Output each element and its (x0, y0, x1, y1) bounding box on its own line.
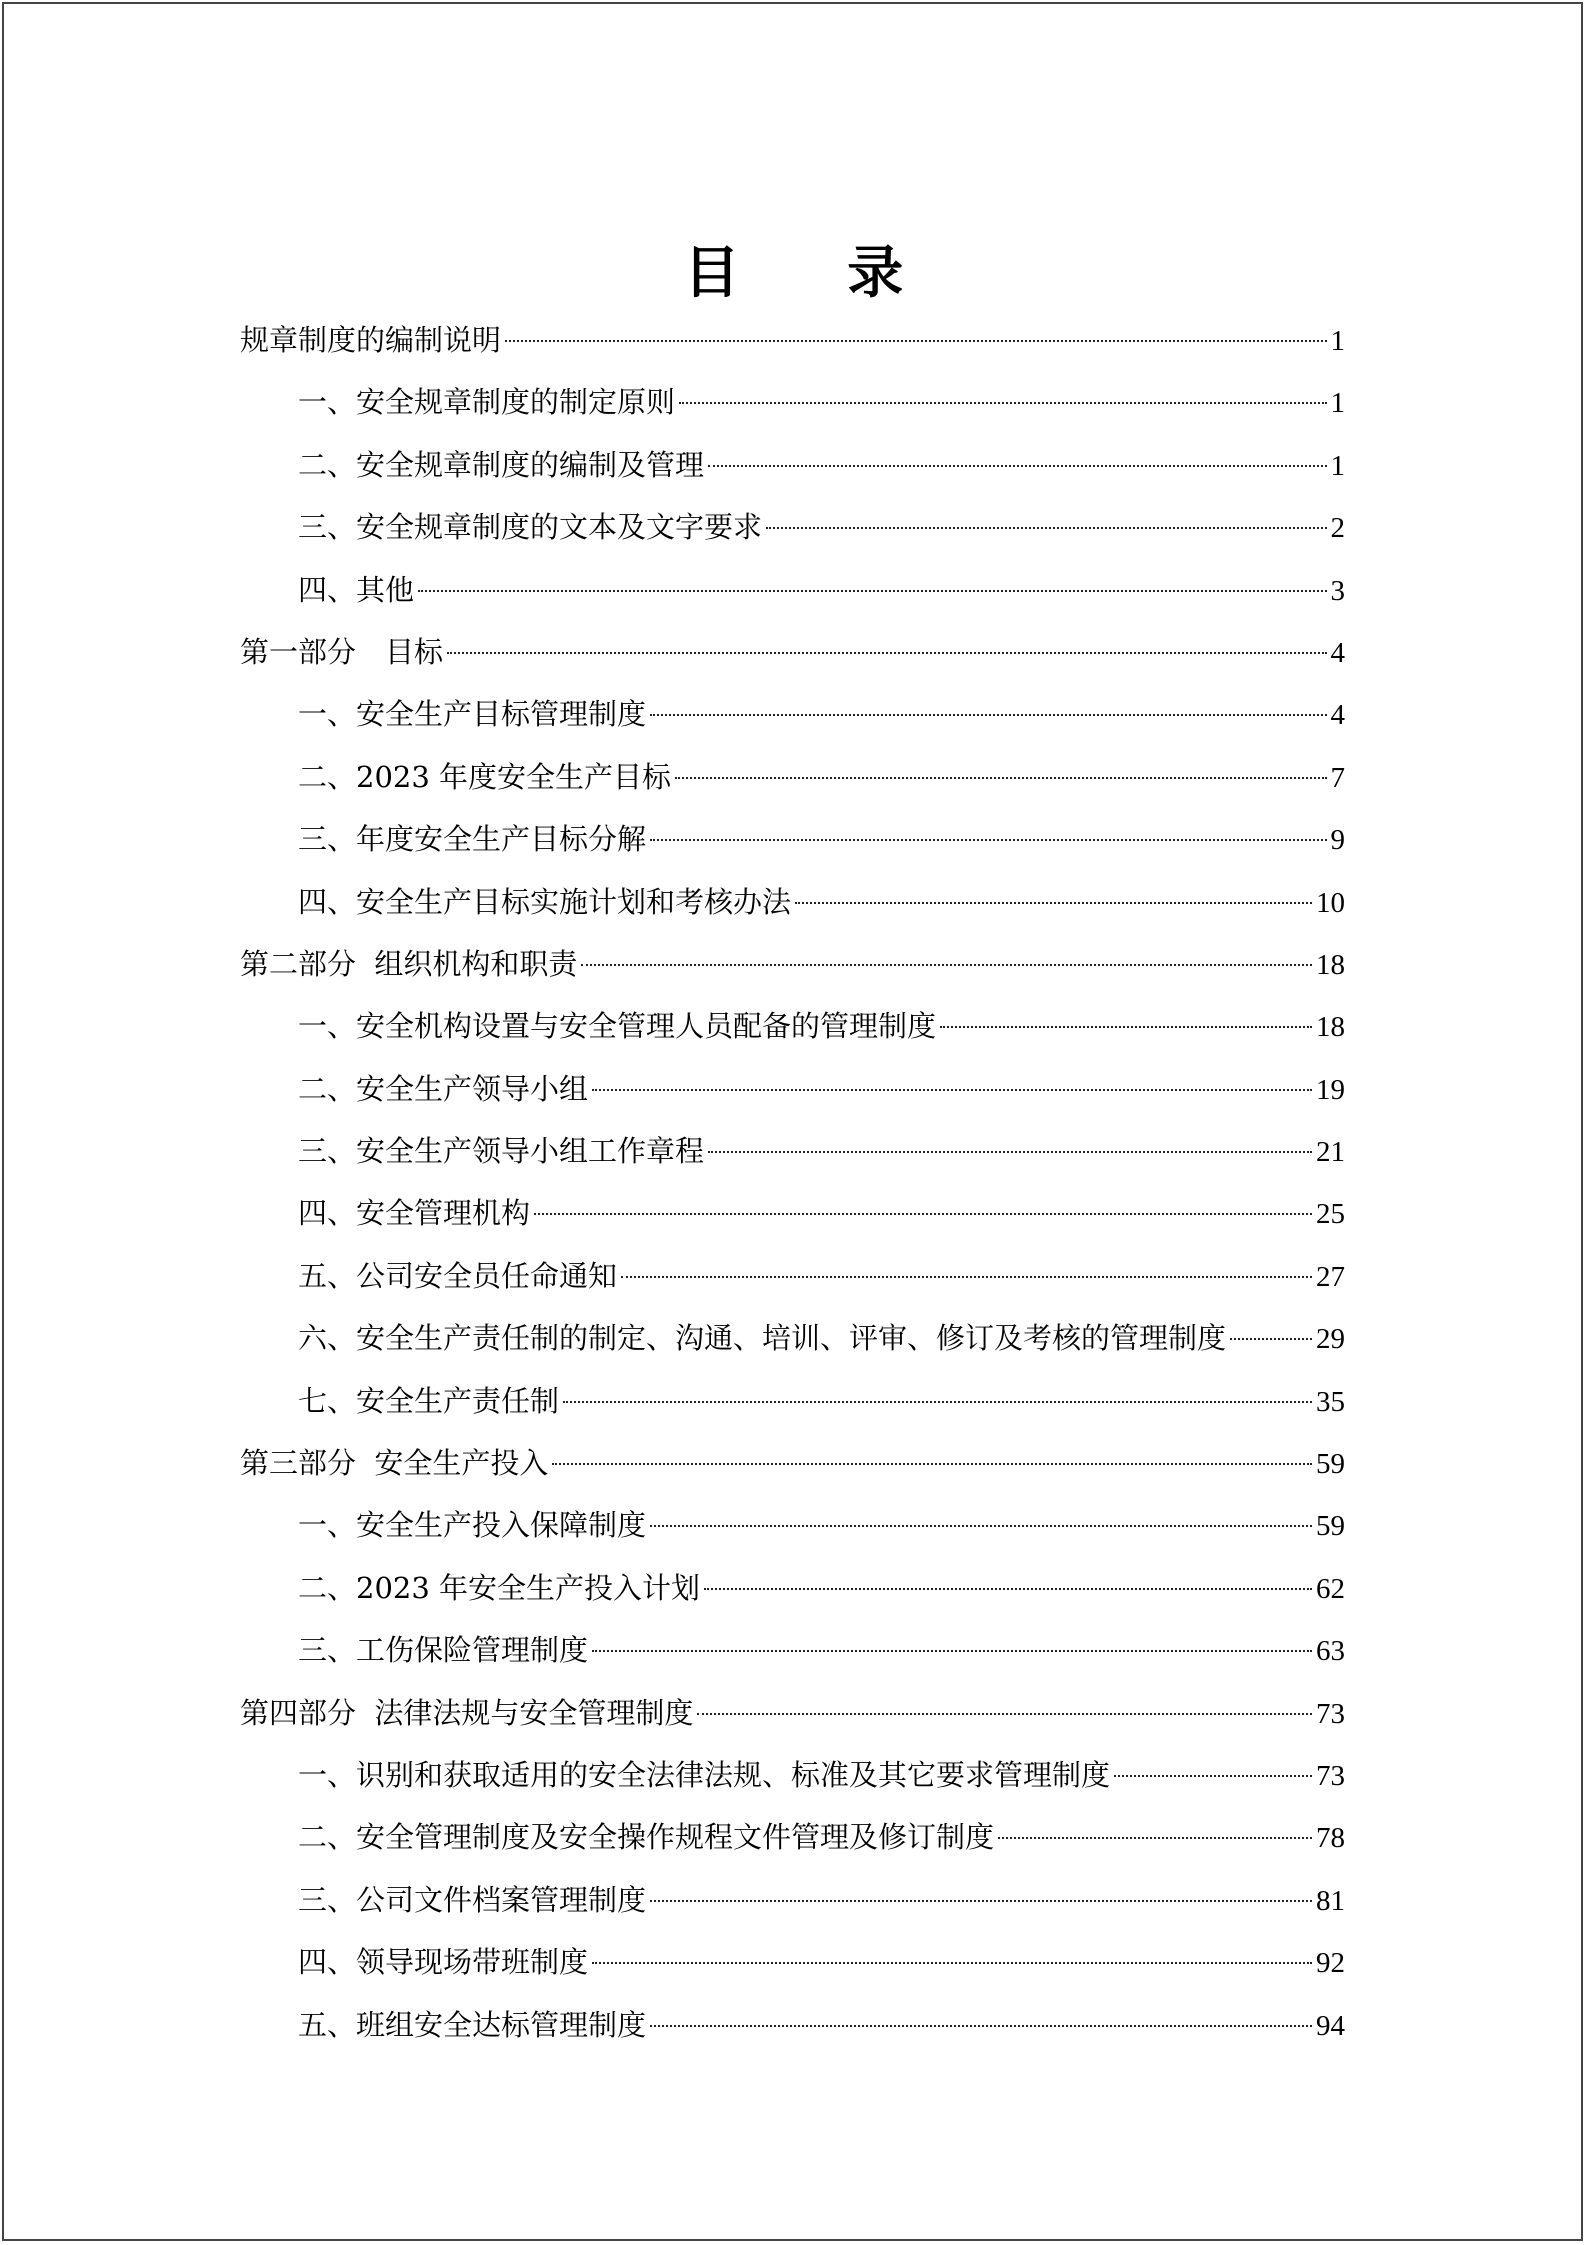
toc-dot-leader (940, 1026, 1312, 1028)
toc-dot-leader (650, 1525, 1312, 1527)
toc-page-number: 94 (1316, 2009, 1345, 2042)
toc-dot-leader (650, 839, 1326, 841)
toc-entry-title: 四、安全生产目标实施计划和考核办法 (298, 884, 792, 919)
toc-subsection-entry[interactable] (240, 871, 1345, 933)
toc-dot-leader (998, 1837, 1312, 1839)
toc-subsection-entry[interactable] (240, 1120, 1345, 1182)
toc-subsection-entry[interactable] (240, 1619, 1345, 1681)
toc-subsection-entry[interactable] (240, 1494, 1345, 1556)
toc-entry-title: 第三部分 安全生产投入 (240, 1446, 549, 1481)
toc-subsection-entry[interactable] (240, 1931, 1345, 1993)
toc-page-number: 21 (1316, 1136, 1345, 1169)
toc-dot-leader (563, 1401, 1312, 1403)
toc-entry-title: 三、公司文件档案管理制度 (298, 1882, 647, 1917)
toc-page-number: 29 (1316, 1323, 1345, 1356)
toc-page-number: 78 (1316, 1822, 1345, 1855)
toc-subsection-entry[interactable] (240, 1058, 1345, 1120)
toc-dot-leader (679, 402, 1326, 404)
toc-subsection-entry[interactable] (240, 808, 1345, 870)
toc-page-number: 18 (1316, 1011, 1345, 1044)
toc-entry-title: 三、安全生产领导小组工作章程 (298, 1134, 705, 1169)
toc-section-entry[interactable] (240, 933, 1345, 995)
toc-entry-title: 二、2023 年度安全生产目标 (298, 759, 672, 794)
toc-subsection-entry[interactable] (240, 1182, 1345, 1244)
toc-entry-title: 二、2023 年安全生产投入计划 (298, 1570, 701, 1605)
toc-page-number: 10 (1316, 886, 1345, 919)
toc-page-number: 27 (1316, 1260, 1345, 1293)
toc-dot-leader (534, 1213, 1312, 1215)
toc-page-number: 19 (1316, 1073, 1345, 1106)
toc-entry-title: 七、安全生产责任制 (298, 1383, 560, 1418)
toc-entry-title: 三、安全规章制度的文本及文字要求 (298, 510, 763, 545)
toc-entry-title: 第二部分 组织机构和职责 (240, 946, 578, 981)
toc-page-number: 4 (1330, 636, 1345, 669)
toc-page-number: 35 (1316, 1385, 1345, 1418)
toc-dot-leader (697, 1713, 1312, 1715)
toc-list (240, 309, 1345, 2056)
toc-subsection-entry[interactable] (240, 683, 1345, 745)
toc-dot-leader (418, 590, 1326, 592)
toc-subsection-entry[interactable] (240, 1370, 1345, 1432)
toc-entry-title: 二、安全管理制度及安全操作规程文件管理及修订制度 (298, 1820, 995, 1855)
toc-subsection-entry[interactable] (240, 496, 1345, 558)
toc-page-number: 73 (1316, 1759, 1345, 1792)
toc-dot-leader (1114, 1775, 1312, 1777)
toc-entry-title: 二、安全规章制度的编制及管理 (298, 447, 705, 482)
toc-page-number: 62 (1316, 1572, 1345, 1605)
toc-subsection-entry[interactable] (240, 1994, 1345, 2056)
toc-entry-title: 规章制度的编制说明 (240, 323, 502, 357)
toc-dot-leader (708, 465, 1326, 467)
toc-entry-title: 三、年度安全生产目标分解 (298, 822, 647, 857)
toc-entry-title: 二、安全生产领导小组 (298, 1071, 589, 1106)
toc-dot-leader (650, 2025, 1312, 2027)
toc-page-number: 1 (1330, 325, 1345, 357)
toc-title: 目 录 (683, 239, 948, 306)
toc-dot-leader (650, 1900, 1312, 1902)
toc-section-entry[interactable] (240, 1682, 1345, 1744)
toc-dot-leader (1230, 1338, 1312, 1340)
toc-entry-title: 三、工伤保险管理制度 (298, 1633, 589, 1668)
toc-dot-leader (704, 1588, 1312, 1590)
toc-entry-title: 第一部分 目标 (240, 634, 444, 669)
toc-page-number: 3 (1330, 574, 1345, 607)
toc-entry-title: 四、领导现场带班制度 (298, 1945, 589, 1980)
toc-subsection-entry[interactable] (240, 1806, 1345, 1868)
toc-page-number: 59 (1316, 1448, 1345, 1481)
toc-entry-title: 一、安全机构设置与安全管理人员配备的管理制度 (298, 1009, 937, 1044)
toc-entry-title: 五、公司安全员任命通知 (298, 1258, 618, 1293)
toc-dot-leader (447, 652, 1326, 654)
toc-entry-title: 一、安全生产目标管理制度 (298, 697, 647, 732)
toc-dot-leader (592, 1089, 1312, 1091)
toc-page-number: 7 (1330, 761, 1345, 794)
toc-dot-leader (766, 527, 1326, 529)
toc-subsection-entry[interactable] (240, 1245, 1345, 1307)
toc-dot-leader (650, 714, 1326, 716)
toc-page-number: 25 (1316, 1198, 1345, 1231)
toc-dot-leader (795, 902, 1312, 904)
toc-subsection-entry[interactable] (240, 995, 1345, 1057)
toc-entry-title: 六、安全生产责任制的制定、沟通、培训、评审、修订及考核的管理制度 (298, 1321, 1227, 1356)
toc-subsection-entry[interactable] (240, 559, 1345, 621)
toc-page-number: 9 (1330, 824, 1345, 857)
toc-subsection-entry[interactable] (240, 1869, 1345, 1931)
toc-page-number: 63 (1316, 1635, 1345, 1668)
toc-dot-leader (581, 964, 1312, 966)
toc-entry-title: 一、安全生产投入保障制度 (298, 1508, 647, 1543)
toc-entry-title: 一、识别和获取适用的安全法律法规、标准及其它要求管理制度 (298, 1757, 1111, 1792)
toc-page-number: 4 (1330, 699, 1345, 732)
toc-dot-leader (592, 1962, 1312, 1964)
toc-dot-leader (592, 1650, 1312, 1652)
toc-section-entry[interactable] (240, 1432, 1345, 1494)
toc-page-number: 1 (1330, 387, 1345, 420)
toc-entry-title: 五、班组安全达标管理制度 (298, 2007, 647, 2042)
toc-page-number: 81 (1316, 1884, 1345, 1917)
toc-page-number: 92 (1316, 1947, 1345, 1980)
toc-dot-leader (708, 1151, 1312, 1153)
toc-subsection-entry[interactable] (240, 1557, 1345, 1619)
toc-section-entry[interactable] (240, 621, 1345, 683)
toc-subsection-entry[interactable] (240, 371, 1345, 433)
toc-page-number: 59 (1316, 1510, 1345, 1543)
toc-entry-title: 四、安全管理机构 (298, 1196, 531, 1231)
toc-page-number: 73 (1316, 1697, 1345, 1730)
toc-entry-title: 四、其他 (298, 572, 415, 607)
toc-page-number: 18 (1316, 948, 1345, 981)
toc-entry-title: 第四部分 法律法规与安全管理制度 (240, 1695, 694, 1730)
toc-page-number: 1 (1330, 449, 1345, 482)
toc-subsection-entry[interactable] (240, 1744, 1345, 1806)
toc-entry-title: 一、安全规章制度的制定原则 (298, 385, 676, 420)
toc-dot-leader (675, 777, 1326, 779)
toc-dot-leader (621, 1276, 1312, 1278)
toc-subsection-entry[interactable] (240, 746, 1345, 808)
toc-dot-leader (552, 1463, 1312, 1465)
toc-page-number: 2 (1330, 512, 1345, 545)
toc-section-entry[interactable] (240, 309, 1345, 371)
toc-subsection-entry[interactable] (240, 434, 1345, 496)
toc-dot-leader (505, 340, 1326, 342)
toc-subsection-entry[interactable] (240, 1307, 1345, 1369)
